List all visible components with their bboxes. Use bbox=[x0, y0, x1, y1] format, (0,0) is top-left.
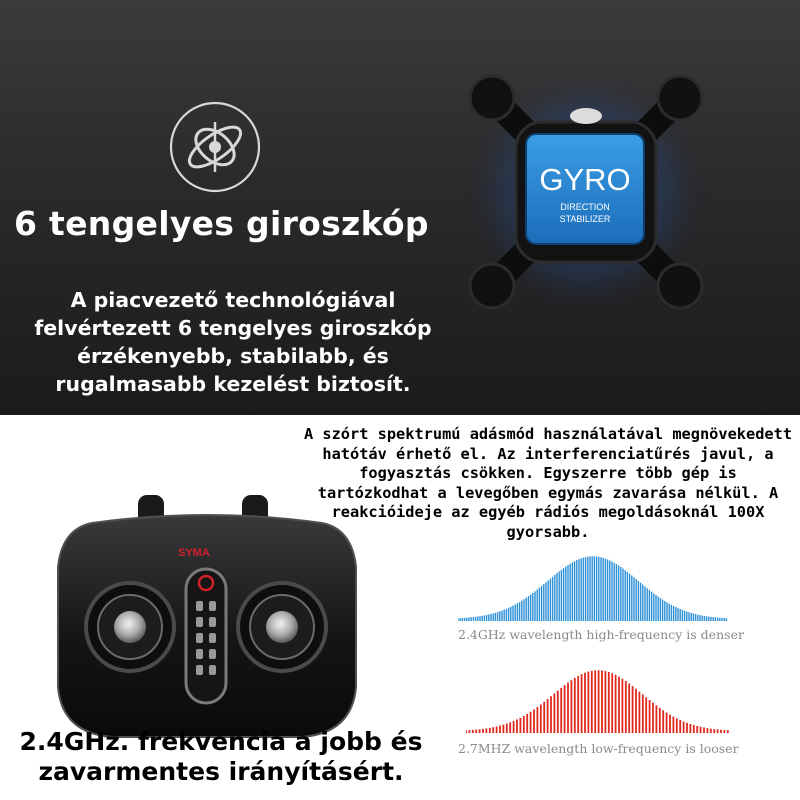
remote-brand-logo: SYMA bbox=[178, 547, 210, 559]
signal-section bbox=[0, 415, 800, 800]
drone-image bbox=[462, 68, 710, 316]
high-frequency-label: 2.4GHz wavelength high-frequency is denser bbox=[458, 627, 744, 642]
low-frequency-label: 2.7MHZ wavelength low-frequency is looser bbox=[458, 741, 739, 756]
gyro-description: A piacvezető technológiával felvértezett 6 tengelyes giroszkóp érzékenyebb, stabilabb, és rugalmasabb kezelést biztosít. bbox=[34, 288, 432, 396]
high-frequency-wave bbox=[458, 555, 728, 623]
gyro-badge-line1: DIRECTION bbox=[560, 202, 610, 212]
gyro-badge-title: GYRO bbox=[539, 162, 631, 197]
gyroscope-icon bbox=[168, 100, 262, 194]
signal-description: A szórt spektrumú adásmód használatával megnövekedett hatótáv érhető el. Az interferenciatűrés javul, a fogyasztás csökken. Egyszerre több gép is tartózkodhat a levegőben egymás zavarása nélkül. A reakcióideje az egyéb rádiós megoldásoknál 100X gyorsabb. bbox=[303, 425, 793, 541]
remote-illustration bbox=[52, 487, 362, 745]
remote-controller-image bbox=[52, 487, 362, 745]
gyro-title: 6 tengelyes giroszkóp bbox=[14, 204, 429, 243]
drone-illustration bbox=[462, 68, 710, 316]
gyro-badge-line2: STABILIZER bbox=[559, 214, 611, 224]
frequency-title: 2.4GHz. frekvencia a jobb és zavarmentes irányításért. bbox=[19, 727, 423, 786]
low-frequency-wave bbox=[466, 669, 730, 735]
